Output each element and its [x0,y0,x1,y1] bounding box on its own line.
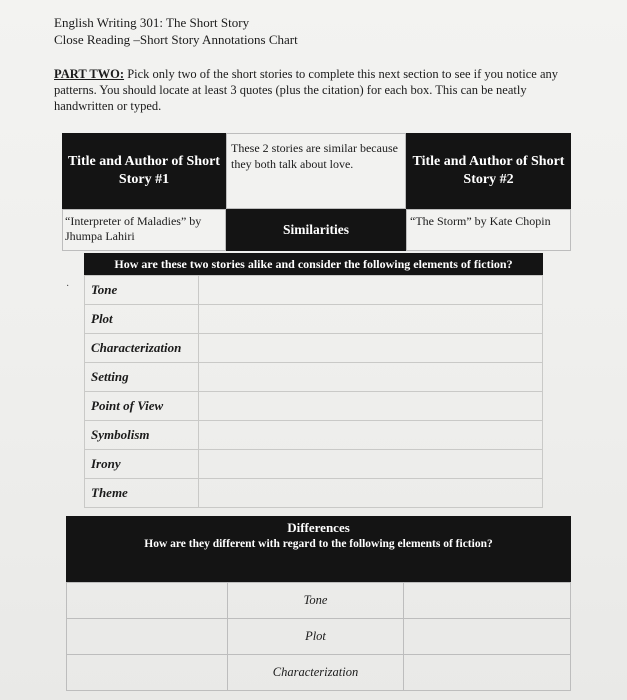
element-label: Tone [228,583,404,619]
table-row [85,479,543,508]
answer-cell [199,450,543,479]
differences-header [66,516,571,582]
element-label: Theme [85,479,199,508]
story-1-cell: “Interpreter of Maladies” by Jhumpa Lahiri [62,209,226,251]
story-2-cell: “The Storm” by Kate Chopin [406,209,571,251]
similarities-table [84,275,543,508]
course-title: English Writing 301: The Short Story [54,15,250,30]
similar-note-cell: These 2 stories are similar because they both talk about love. [226,133,406,209]
chart-title: Close Reading –Short Story Annotations Chart [54,32,298,47]
answer-cell [199,305,543,334]
element-label: Characterization [228,655,404,691]
answer-cell [199,334,543,363]
element-label: Irony [85,450,199,479]
answer-cell [199,479,543,508]
answer-cell [199,363,543,392]
similarities-header: Similarities [226,209,406,251]
element-label: Characterization [85,334,199,363]
answer-cell [199,276,543,305]
table-row [85,363,543,392]
instructions [54,66,574,114]
answer-cell [199,421,543,450]
story-2-answer-cell [404,583,571,619]
bullet-icon: · [66,281,70,292]
element-label: Plot [85,305,199,334]
table-row [85,334,543,363]
differences-table [66,582,571,691]
story-2-answer-cell [404,619,571,655]
story-1-answer-cell [67,619,228,655]
element-label: Point of View [85,392,199,421]
answer-cell [199,392,543,421]
element-label: Tone [85,276,199,305]
table-row [67,583,571,619]
table-row [85,450,543,479]
table-row [67,619,571,655]
title-author-2-header: Title and Author of Short Story #2 [406,133,571,209]
similarities-question: How are these two stories alike and consider the following elements of fiction? [84,253,543,275]
differences-question: How are they different with regard to the following elements of fiction? [144,538,493,550]
element-label: Symbolism [85,421,199,450]
element-label: Plot [228,619,404,655]
table-row [67,655,571,691]
document-header [54,14,298,48]
table-row [85,305,543,334]
table-row [85,421,543,450]
title-author-1-header: Title and Author of Short Story #1 [62,133,226,209]
element-label: Setting [85,363,199,392]
story-1-answer-cell [67,655,228,691]
part-label: PART TWO: [54,67,125,81]
table-row [85,276,543,305]
instructions-text: Pick only two of the short stories to complete this next section to see if you notice any patterns. You should locate at least 3 quotes (plus the citation) for each box. This can be neatly handwritten or typed. [54,67,559,113]
story-2-answer-cell [404,655,571,691]
table-row [85,392,543,421]
story-1-answer-cell [67,583,228,619]
differences-title: Differences [287,520,350,535]
